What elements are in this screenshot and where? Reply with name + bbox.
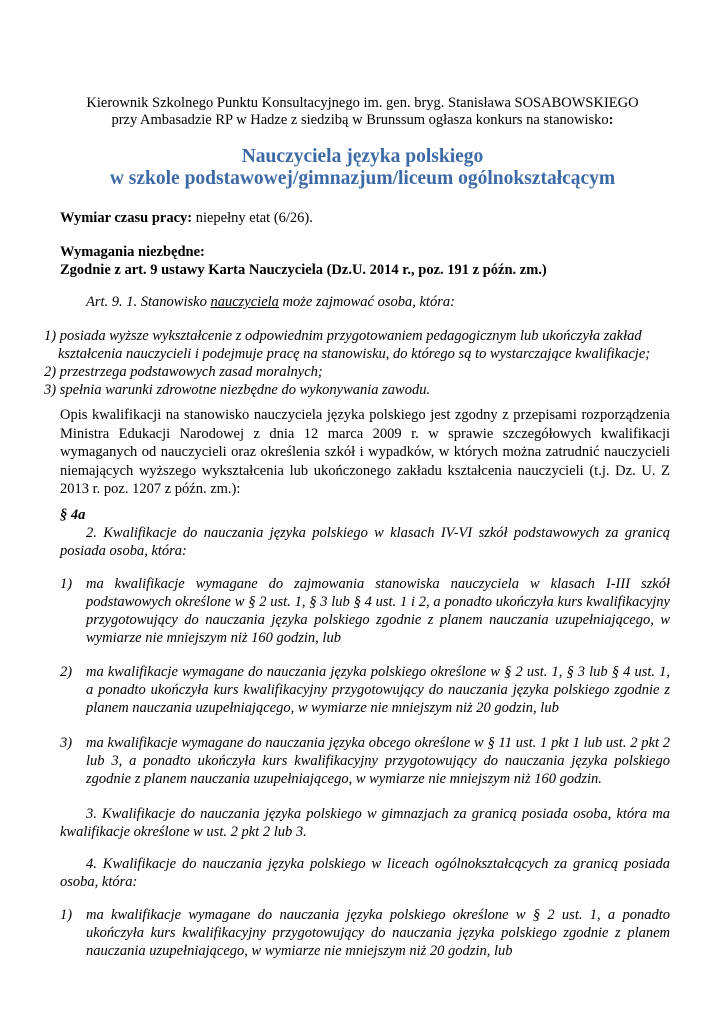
art9-item: 2) przestrzega podstawowych zasad moralnych; (44, 364, 323, 380)
qualifications-description: Opis kwalifikacji na stanowisko nauczyciela języka polskiego jest zgodny z przepisami rozporządzenia Ministra Edukacji Narodowej z dnia 12 marca 2009 r. w sprawie szczegółowych kwalifikacji wymaganych od nauczycieli oraz określenia szkół i wypadków, w których można zatrudnić nauczycieli niemających wyższego wykształcenia lub ukończonego zakładu kształcenia nauczycieli (t.j. Dz. U. Z 2013 r. poz. 1207 z późn. zm.): (60, 407, 670, 497)
list-item-text: ma kwalifikacje wymagane do nauczania języka polskiego określone w § 2 ust. 1, § 3 lub § 4 ust. 1, a ponadto ukończyła kurs kwalifikacyjny przygotowujący do nauczania języka polskiego zgodnie z planem nauczania uzupełniającego, w wymiarze nie mniejszym niż 20 godzin, lub (86, 664, 670, 716)
art9-intro (86, 293, 676, 311)
art9-intro-before: 1. Stanowisko (122, 294, 211, 310)
art9-label: Art. 9. (86, 294, 123, 310)
header-colon: : (608, 112, 614, 128)
section-paragraph-2: 2. Kwalifikacje do nauczania języka polskiego w klasach IV-VI szkół podstawowych za granicą posiada osoba, która: (60, 525, 670, 559)
art9-intro-underlined: nauczyciela (210, 294, 279, 310)
list-item-number: 2) (60, 664, 73, 680)
requirements-basis: Zgodnie z art. 9 ustawy Karta Nauczyciela (Dz.U. 2014 r., poz. 191 z późn. zm.) (60, 262, 547, 278)
header-line-2 (60, 112, 665, 129)
workload-value: niepełny etat (6/26). (192, 210, 313, 226)
title-line-2: w szkole podstawowej/gimnazjum/liceum ogólnokształcącym (109, 168, 616, 189)
list-item-text: ma kwalifikacje wymagane do nauczania języka obcego określone w § 11 ust. 1 pkt 1 lub ust. 2 pkt 2 lub 3, a ponadto ukończyła kurs kwalifikacyjny przygotowujący do nauczania języka polskiego zgodnie z planem nauczania uzupełniającego, w wymiarze nie mniejszym niż 160 godzin. (86, 735, 670, 787)
list-item-text: ma kwalifikacje wymagane do zajmowania stanowiska nauczyciela w klasach I-III szkół podstawowych określone w § 2 ust. 1, § 3 lub § 4 ust. 1 i 2, a ponadto ukończyła kurs kwalifikacyjny przygotowujący do nauczania języka polskiego zgodnie z planem nauczania uzupełniającego, w wymiarze nie mniejszym niż 160 godzin, lub (86, 576, 670, 646)
header-line-2-text: przy Ambasadzie RP w Hadze z siedzibą w Brunssum ogłasza konkurs na stanowisko (111, 112, 609, 128)
list-item-number: 1) (60, 576, 73, 592)
art9-intro-after: może zajmować osoba, która: (278, 294, 455, 310)
announcement-header (60, 95, 665, 129)
art9-item: 1) posiada wyższe wykształcenie z odpowiednim przygotowaniem pedagogicznym lub ukończyła zakład (44, 328, 642, 344)
list-item-number: 1) (60, 907, 73, 923)
workload-label: Wymiar czasu pracy: (60, 210, 193, 226)
list-item-text: ma kwalifikacje wymagane do nauczania języka polskiego określone w § 2 ust. 1, a ponadto ukończyła kurs kwalifikacyjny przygotowujący do nauczania języka polskiego zgodnie z planem nauczania uzupełniającego, w wymiarze nie mniejszym niż 20 godzin, lub (86, 907, 670, 959)
workload (60, 209, 670, 227)
title-line-1: Nauczyciela języka polskiego (241, 146, 484, 167)
section-paragraph-4: 4. Kwalifikacje do nauczania języka polskiego w liceach ogólnokształcących za granicą posiada osoba, która: (60, 856, 670, 890)
art9-list (44, 327, 684, 399)
section-heading: § 4a (60, 507, 86, 523)
requirements-heading: Wymagania niezbędne: (60, 244, 205, 260)
section-paragraph-3: 3. Kwalifikacje do nauczania języka polskiego w gimnazjach za granicą posiada osoba, która ma kwalifikacje określone w ust. 2 pkt 2 lub 3. (60, 806, 670, 840)
art9-item: kształcenia nauczycieli i podejmuje pracę na stanowisku, do którego są to wystarczające kwalifikacje; (58, 346, 651, 362)
header-line-1: Kierownik Szkolnego Punktu Konsultacyjnego im. gen. bryg. Stanisława SOSABOWSKIEGO (86, 95, 639, 111)
position-title (40, 146, 685, 190)
art9-item: 3) spełnia warunki zdrowotne niezbędne do wykonywania zawodu. (44, 382, 431, 398)
list-item-number: 3) (60, 735, 73, 751)
